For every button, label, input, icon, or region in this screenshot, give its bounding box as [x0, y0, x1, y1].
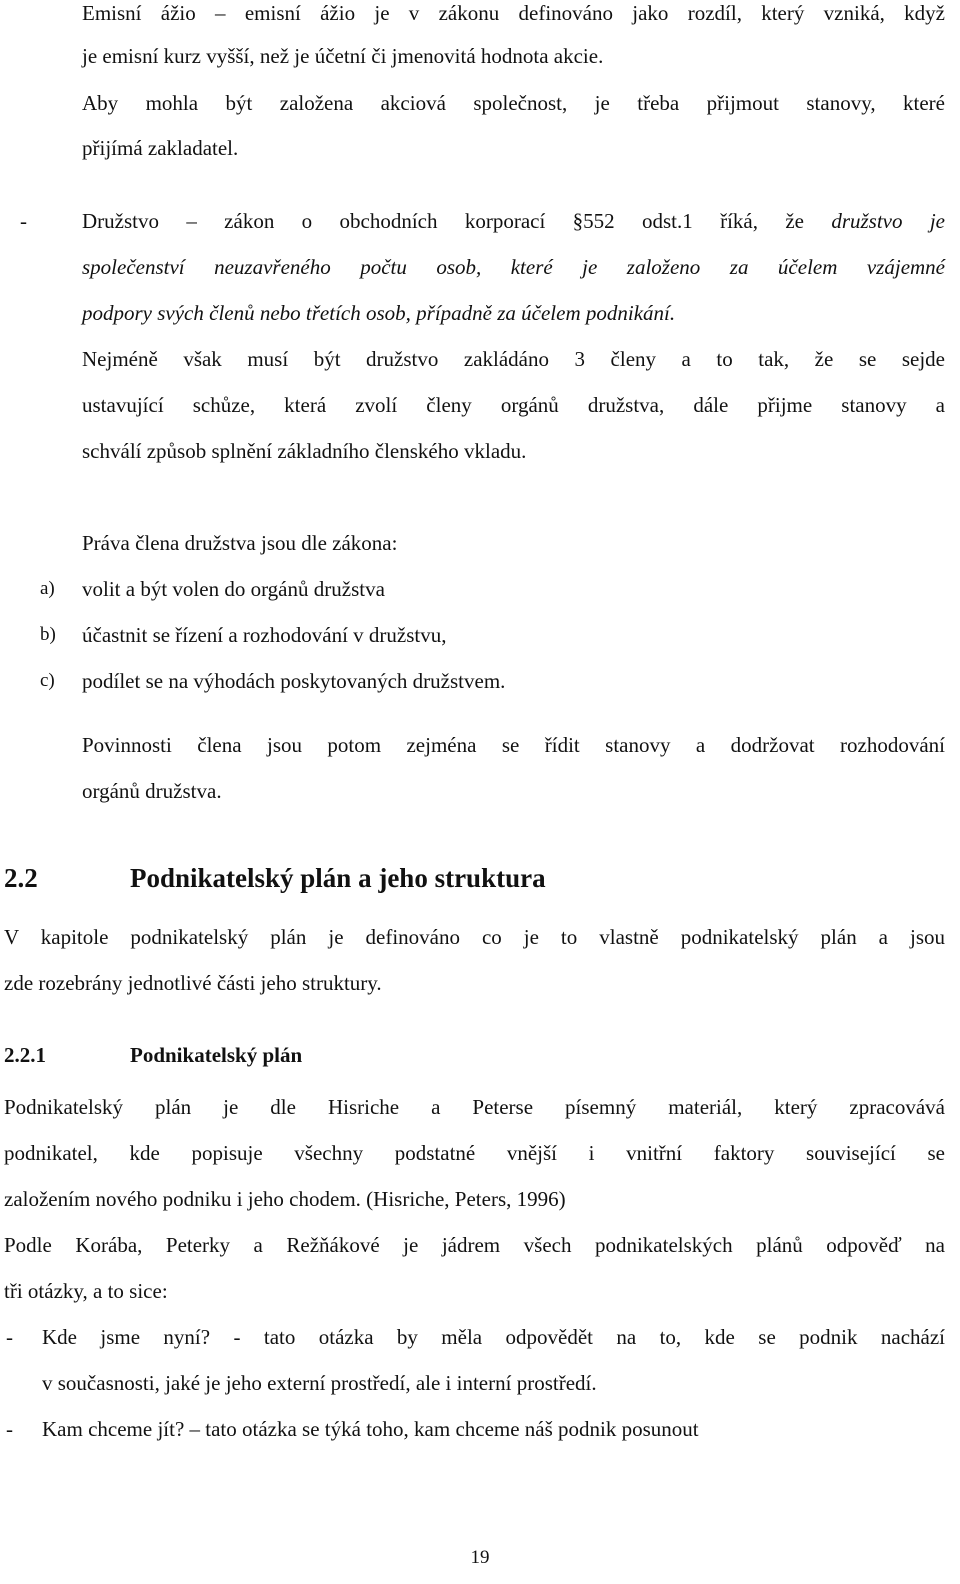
- text-line: zde rozebrány jednotlivé části jeho struktury.: [4, 971, 382, 995]
- italic-definition: družstvo je: [831, 209, 946, 233]
- text-line: Práva člena družstva jsou dle zákona:: [82, 531, 398, 555]
- bullet-dash: -: [6, 1325, 13, 1349]
- list-label: c): [40, 670, 55, 691]
- section-number: 2.2: [4, 863, 38, 893]
- italic-text-line: podpory svých členů nebo třetích osob, případně za účelem podnikání.: [82, 301, 676, 325]
- text-line: v současnosti, jaké je jeho externí prostředí, ale i interní prostředí.: [42, 1371, 597, 1395]
- italic-text-line: společenství neuzavřeného počtu osob, které je založeno za účelem vzájemné: [82, 255, 945, 279]
- list-label: a): [40, 578, 55, 599]
- text-line: ustavující schůze, která zvolí členy orgánů družstva, dále přijme stanovy a: [82, 393, 945, 417]
- text-line: podnikatel, kde popisuje všechny podstatné vnější i vnitřní faktory související se: [4, 1141, 945, 1165]
- list-label: b): [40, 624, 56, 645]
- text-line: tři otázky, a to sice:: [4, 1279, 168, 1303]
- text-line: V kapitole podnikatelský plán je definováno co je to vlastně podnikatelský plán a jsou: [4, 925, 945, 949]
- list-item: podílet se na výhodách poskytovaných družstvem.: [82, 669, 506, 693]
- text-line: Aby mohla být založena akciová společnost, je třeba přijmout stanovy, které: [82, 91, 945, 115]
- text-line: Povinnosti člena jsou potom zejména se řídit stanovy a dodržovat rozhodování: [82, 733, 945, 757]
- text-line: Kde jsme nyní? - tato otázka by měla odpovědět na to, kde se podnik nachází: [42, 1325, 945, 1349]
- list-item: účastnit se řízení a rozhodování v družstvu,: [82, 623, 447, 647]
- list-item: volit a být volen do orgánů družstva: [82, 577, 385, 601]
- text-lead: Družstvo – zákon o obchodních korporací §552 odst.1 říká, že: [82, 209, 832, 233]
- bullet-dash: -: [20, 209, 27, 233]
- text-line: [82, 208, 945, 234]
- text-line: Nejméně však musí být družstvo zakládáno 3 členy a to tak, že se sejde: [82, 347, 945, 371]
- section-title: Podnikatelský plán a jeho struktura: [130, 863, 546, 893]
- text-line: Podnikatelský plán je dle Hisriche a Peterse písemný materiál, který zpracovává: [4, 1095, 945, 1119]
- text-line: orgánů družstva.: [82, 779, 222, 803]
- text-line: Podle Korába, Peterky a Režňákové je jádrem všech podnikatelských plánů odpověď na: [4, 1233, 945, 1257]
- text-line: přijímá zakladatel.: [82, 136, 239, 160]
- text-line: Emisní ážio – emisní ážio je v zákonu definováno jako rozdíl, který vzniká, když: [82, 1, 945, 25]
- subsection-title: Podnikatelský plán: [130, 1043, 303, 1067]
- text-line: je emisní kurz vyšší, než je účetní či jmenovitá hodnota akcie.: [82, 44, 604, 68]
- text-line: Kam chceme jít? – tato otázka se týká toho, kam chceme náš podnik posunout: [42, 1417, 699, 1441]
- text-line: založením nového podniku i jeho chodem. (Hisriche, Peters, 1996): [4, 1187, 566, 1211]
- bullet-dash: -: [6, 1417, 13, 1441]
- subsection-number: 2.2.1: [4, 1043, 46, 1067]
- text-line: schválí způsob splnění základního členského vkladu.: [82, 439, 527, 463]
- page-number: 19: [470, 1547, 490, 1568]
